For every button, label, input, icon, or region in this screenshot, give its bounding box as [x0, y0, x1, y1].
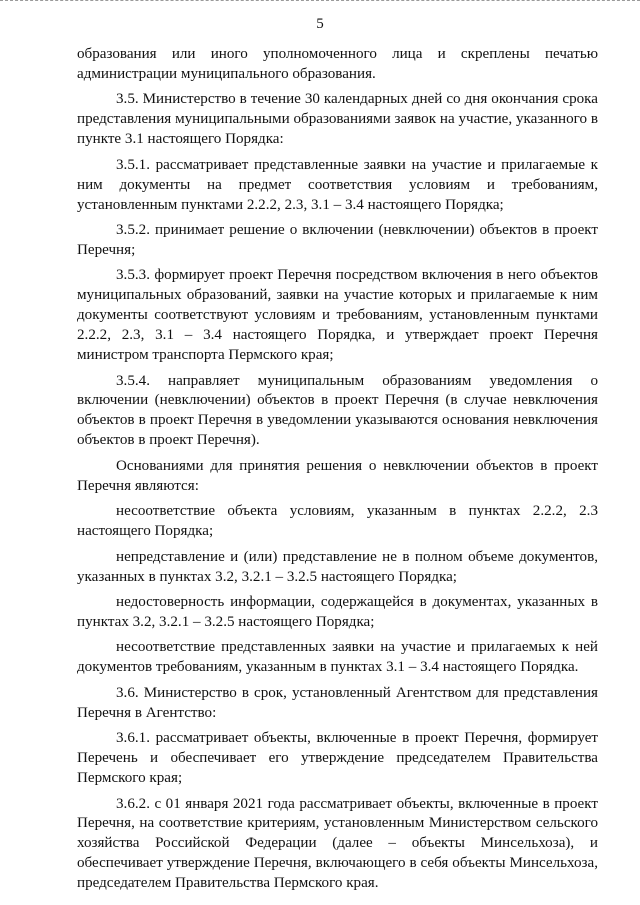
paragraph-continuation: образования или иного уполномоченного лица и скреплены печатью администрации муниципального образования. [77, 46, 598, 82]
paragraph-3-6-2: 3.6.2. с 01 января 2021 года рассматривает объекты, включенные в проект Перечня, на соответствие критериям, установленным Министерством сельского хозяйства Российской Федерации (далее – объекты Минсельхоза), и обеспечивает утверждение Перечня, включающего в себя объекты Минсельхоза, председателем Правительства Пермского края. [77, 795, 598, 892]
paragraph-3-6: 3.6. Министерство в срок, установленный Агентством для представления Перечня в Агентство: [77, 684, 598, 721]
page-number: 5 [316, 16, 324, 32]
paragraph-3-6-1: 3.6.1. рассматривает объекты, включенные в проект Перечня, формирует Перечень и обеспечивает его утверждение председателем Правительства Пермского края; [77, 730, 598, 787]
scan-edge [0, 0, 640, 6]
paragraph-3-5-2: 3.5.2. принимает решение о включении (невключении) объектов в проект Перечня; [77, 222, 598, 258]
paragraph-ground-item: несоответствие представленных заявки на участие и прилагаемых к ней документов требованиям, указанным в пунктах 3.1 – 3.4 настоящего Порядка. [77, 639, 598, 676]
paragraph-3-5-1: 3.5.1. рассматривает представленные заявки на участие и прилагаемые к ним документы на предмет соответствия условиям и требованиям, установленным пунктами 2.2.2, 2.3, 3.1 – 3.4 настоящего Порядка; [77, 156, 598, 213]
paragraph-3-5-4: 3.5.4. направляет муниципальным образованиям уведомления о включении (невключении) объектов в проект Перечня (в случае невключения объектов в проект Перечня в уведомлении указываются основания невключения объектов в проект Перечня). [77, 372, 598, 449]
document-body [77, 45, 598, 900]
paragraph-grounds-intro: Основаниями для принятия решения о невключении объектов в проект Перечня являются: [77, 457, 598, 494]
paragraph-ground-item: непредставление и (или) представление не в полном объеме документов, указанных в пунктах 3.2, 3.2.1 – 3.2.5 настоящего Порядка; [77, 548, 598, 585]
paragraph-ground-item: несоответствие объекта условиям, указанным в пунктах 2.2.2, 2.3 настоящего Порядка; [77, 503, 598, 540]
paragraph-ground-item: недостоверность информации, содержащейся в документах, указанных в пунктах 3.2, 3.2.1 – 3.2.5 настоящего Порядка; [77, 594, 598, 630]
paragraph-3-5: 3.5. Министерство в течение 30 календарных дней со дня окончания срока представления муниципальными образованиями заявок на участие, указанного в пункте 3.1 настоящего Порядка: [77, 91, 598, 148]
paragraph-3-5-3: 3.5.3. формирует проект Перечня посредством включения в него объектов муниципальных образований, заявки на участие которых и прилагаемые к ним документы соответствуют условиям и требованиям, установленным пунктами 2.2.2, 2.3, 3.1 – 3.4 настоящего Порядка, и утверждает проект Перечня министром транспорта Пермского края; [77, 267, 598, 364]
